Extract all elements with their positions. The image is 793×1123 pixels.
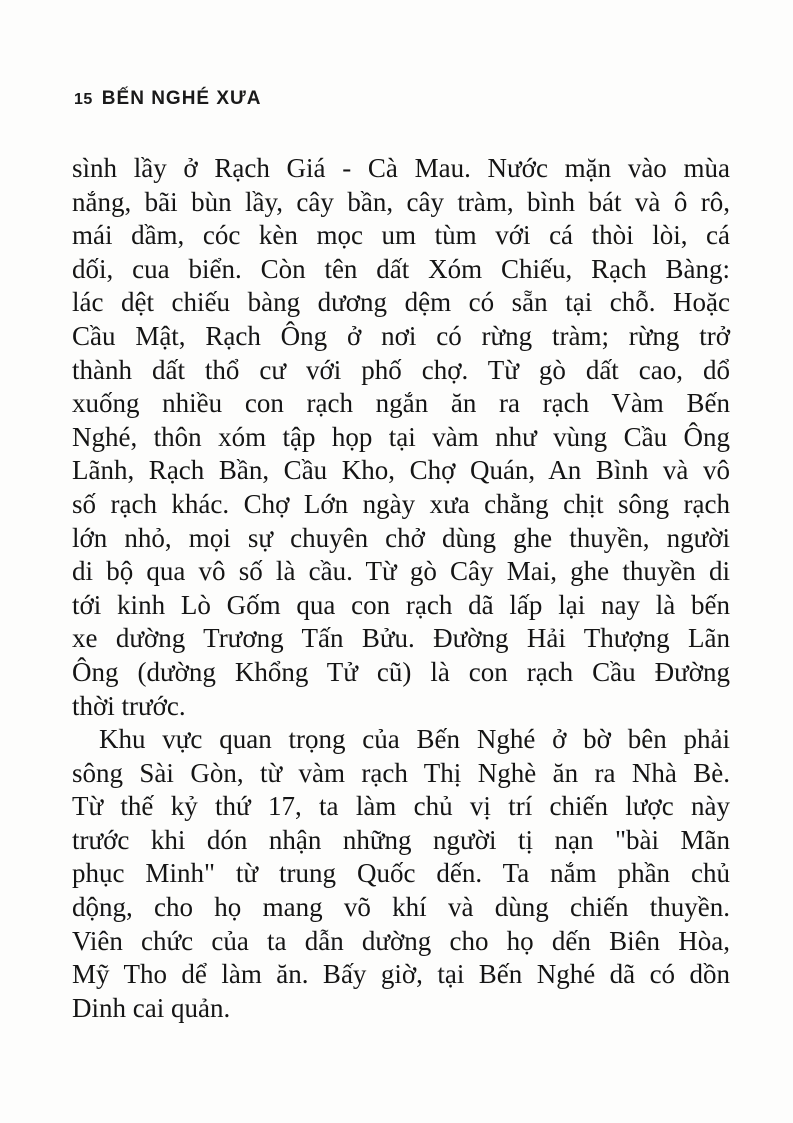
text-line: Dinh cai quản. [72, 992, 231, 1023]
paragraph-2 [72, 723, 730, 1025]
text-line: Khu vực quan trọng của Bến Nghé ở bờ bên phải [99, 724, 730, 755]
text-line: dộng, cho họ mang võ khí và dùng chiến thuyền. [72, 892, 730, 923]
text-line: lác dệt chiếu bàng dương dệm có sẵn tại chỗ. Hoặc [72, 287, 730, 318]
text-line: Lãnh, Rạch Bần, Cầu Kho, Chợ Quán, An Bình và vô [72, 455, 730, 486]
page-number: 15 [74, 91, 93, 108]
text-line: số rạch khác. Chợ Lớn ngày xưa chằng chịt sông rạch [72, 488, 730, 519]
text-line: tới kinh Lò Gốm qua con rạch dã lấp lại nay là bến [72, 589, 730, 620]
text-line: Viên chức của ta dẫn dường cho họ dến Biên Hòa, [72, 925, 730, 956]
text-line: Cầu Mật, Rạch Ông ở nơi có rừng tràm; rừng trở [72, 320, 730, 351]
text-line: thời trước. [72, 690, 186, 721]
text-line: nắng, bãi bùn lầy, cây bần, cây tràm, bình bát và ô rô, [72, 186, 730, 217]
text-line: sông Sài Gòn, từ vàm rạch Thị Nghè ăn ra Nhà Bè. [72, 757, 730, 788]
text-line: Ông (dường Khổng Tử cũ) là con rạch Cầu Đường [72, 656, 730, 687]
running-head [74, 88, 262, 110]
text-line: phục Minh" từ trung Quốc dến. Ta nắm phần chủ [72, 858, 730, 889]
text-line: xe dường Trương Tấn Bửu. Đường Hải Thượng Lãn [72, 623, 730, 654]
text-line: xuống nhiều con rạch ngắn ăn ra rạch Vàm Bến [72, 388, 730, 419]
text-line: di bộ qua vô số là cầu. Từ gò Cây Mai, ghe thuyền di [72, 556, 730, 587]
text-line: dối, cua biển. Còn tên dất Xóm Chiếu, Rạch Bàng: [72, 253, 730, 284]
text-line: sình lầy ở Rạch Giá - Cà Mau. Nước mặn vào mùa [72, 153, 730, 183]
text-line: thành dất thổ cư với phố chợ. Từ gò dất cao, dổ [72, 354, 730, 385]
body-text [72, 152, 730, 1025]
text-line: Mỹ Tho dể làm ăn. Bấy giờ, tại Bến Nghé dã có dồn [72, 959, 730, 990]
text-line: mái dầm, cóc kèn mọc um tùm với cá thòi lòi, cá [72, 220, 730, 251]
text-line: Từ thế kỷ thứ 17, ta làm chủ vị trí chiến lược này [72, 791, 730, 822]
paragraph-1 [72, 152, 730, 723]
text-line: trước khi dón nhận những người tị nạn "bài Mãn [72, 824, 730, 855]
text-line: lớn nhỏ, mọi sự chuyên chở dùng ghe thuyền, người [72, 522, 730, 553]
text-line: Nghé, thôn xóm tập họp tại vàm như vùng Cầu Ông [72, 421, 730, 452]
chapter-title: BẾN NGHÉ XƯA [101, 88, 262, 109]
